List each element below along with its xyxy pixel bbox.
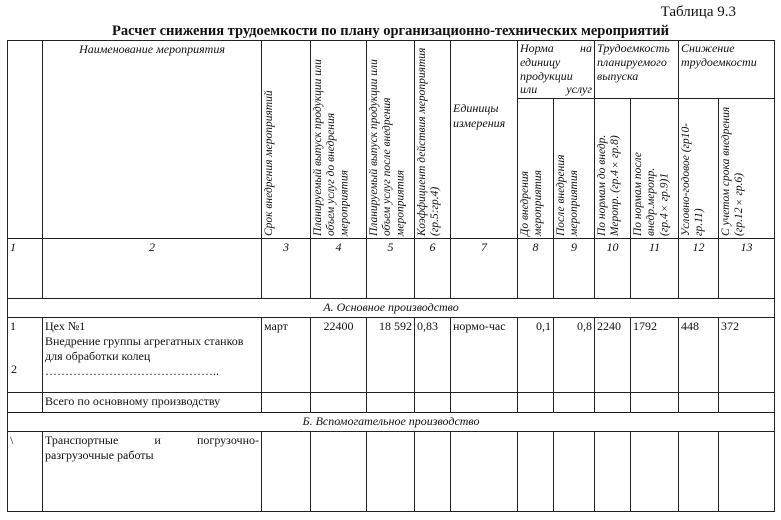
table-row — [8, 393, 775, 413]
empty-cell — [679, 393, 719, 413]
total-empty-cell — [8, 393, 43, 413]
empty-cell — [631, 393, 679, 413]
empty-cell — [311, 393, 367, 413]
empty-cell — [518, 393, 554, 413]
empty-cell — [367, 432, 415, 512]
header-norm-before: До внедрения мероприятия — [519, 170, 545, 237]
col-number: 3 — [262, 239, 311, 299]
header-col1 — [8, 41, 43, 239]
col-number: 11 — [631, 239, 679, 299]
section-main-production: А. Основное производство — [8, 299, 775, 318]
header-output-after: Планируемый выпуск продукции или объем услуг после внедрения мероприятия — [368, 59, 407, 237]
col-number: 6 — [415, 239, 451, 299]
header-norm-after-cell — [554, 99, 595, 239]
col-number: 1 — [8, 239, 43, 299]
norm-after-value: 0,8 — [554, 318, 595, 393]
header-labor-before: По нормам до внедр. Меропр. (гр.4×гр.8) — [596, 134, 622, 237]
table-row — [8, 432, 775, 512]
empty-cell — [451, 393, 518, 413]
header-term: Срок внедрения мероприятий — [263, 90, 275, 237]
labor-after-value: 1792 — [631, 318, 679, 393]
row-b-number: \ — [8, 432, 43, 512]
col-number: 12 — [679, 239, 719, 299]
row-number: 1 — [10, 319, 16, 334]
col-number: 9 — [554, 239, 595, 299]
empty-cell — [631, 432, 679, 512]
labor-before-value: 2240 — [595, 318, 631, 393]
reduction-term-value: 372 — [719, 318, 775, 393]
col-number: 7 — [451, 239, 518, 299]
empty-cell — [451, 432, 518, 512]
header-before-cell — [311, 41, 367, 239]
empty-cell — [679, 432, 719, 512]
header-red-annual-cell — [679, 99, 719, 239]
term-value: март — [262, 318, 311, 393]
header-measure-name: Наименование мероприятия — [43, 41, 262, 239]
empty-cell — [595, 432, 631, 512]
col-number: 4 — [311, 239, 367, 299]
unit-value: нормо-час — [451, 318, 518, 393]
empty-cell — [719, 393, 775, 413]
col-number: 2 — [43, 239, 262, 299]
header-coefficient: Коэффициент действия мероприятия (гр.5:гр.4) — [416, 47, 442, 237]
header-reduction-term: С учетом срока внедрения (гр.12×гр.6) — [720, 106, 746, 237]
header-coef-cell — [415, 41, 451, 239]
measure-description: Внедрение группы агрегатных станков для обработки колец — [45, 334, 244, 364]
norm-before-value: 0,1 — [518, 318, 554, 393]
output-before-value: 22400 — [311, 318, 367, 393]
col-number: 8 — [518, 239, 554, 299]
measure-placeholder: …………………………………….. — [45, 364, 219, 379]
header-units: Единицы измерения — [451, 41, 518, 239]
column-numbers-row — [8, 239, 775, 299]
measure-name-cell — [43, 318, 262, 393]
row-number-cell — [8, 318, 43, 393]
empty-cell — [554, 393, 595, 413]
empty-cell — [311, 432, 367, 512]
labor-reduction-table — [7, 40, 775, 512]
table-number-label: Таблица 9.3 — [660, 4, 736, 20]
empty-cell — [554, 432, 595, 512]
empty-cell — [415, 393, 451, 413]
header-norm-after: После внедрения мероприятия — [555, 154, 581, 237]
coefficient-value: 0,83 — [415, 318, 451, 393]
reduction-annual-value: 448 — [679, 318, 719, 393]
header-labor-group: Трудоемкость планируемого выпуска — [595, 41, 679, 99]
col-number: 5 — [367, 239, 415, 299]
row-number: 2 — [11, 362, 17, 377]
empty-cell — [262, 393, 311, 413]
output-after-value: 18 592 — [367, 318, 415, 393]
total-main-production: Всего по основному производству — [43, 393, 262, 413]
header-output-before: Планируемый выпуск продукции или объем услуг до внедрения мероприятия — [312, 59, 351, 237]
header-reduction-group: Снижение трудоемкости — [679, 41, 775, 99]
empty-cell — [415, 432, 451, 512]
header-labor-after-cell — [631, 99, 679, 239]
header-labor-after: По нормам после внедр.меропр. (гр.4×гр.9)1 — [632, 152, 671, 237]
section-auxiliary-production: Б. Вспомогательное производство — [8, 413, 775, 432]
measure-transport-work: Транспортные и погрузочно-разгрузочные работы — [43, 432, 262, 512]
measure-workshop: Цех №1 — [45, 319, 86, 334]
empty-cell — [719, 432, 775, 512]
empty-cell — [262, 432, 311, 512]
empty-cell — [518, 432, 554, 512]
header-labor-before-cell — [595, 99, 631, 239]
empty-cell — [367, 393, 415, 413]
empty-cell — [595, 393, 631, 413]
col-number: 13 — [719, 239, 775, 299]
header-term-cell — [262, 41, 311, 239]
header-norm-group: Норма на единицу продукции или услуг — [518, 41, 595, 99]
header-after-cell — [367, 41, 415, 239]
col-number: 10 — [595, 239, 631, 299]
header-reduction-annual: Условно-годовое (гр10-гр.11) — [680, 123, 706, 237]
header-red-term-cell — [719, 99, 775, 239]
table-title: Расчет снижения трудоемкости по плану организационно-технических мероприятий — [111, 23, 670, 39]
table-row — [8, 318, 775, 393]
header-norm-before-cell — [518, 99, 554, 239]
